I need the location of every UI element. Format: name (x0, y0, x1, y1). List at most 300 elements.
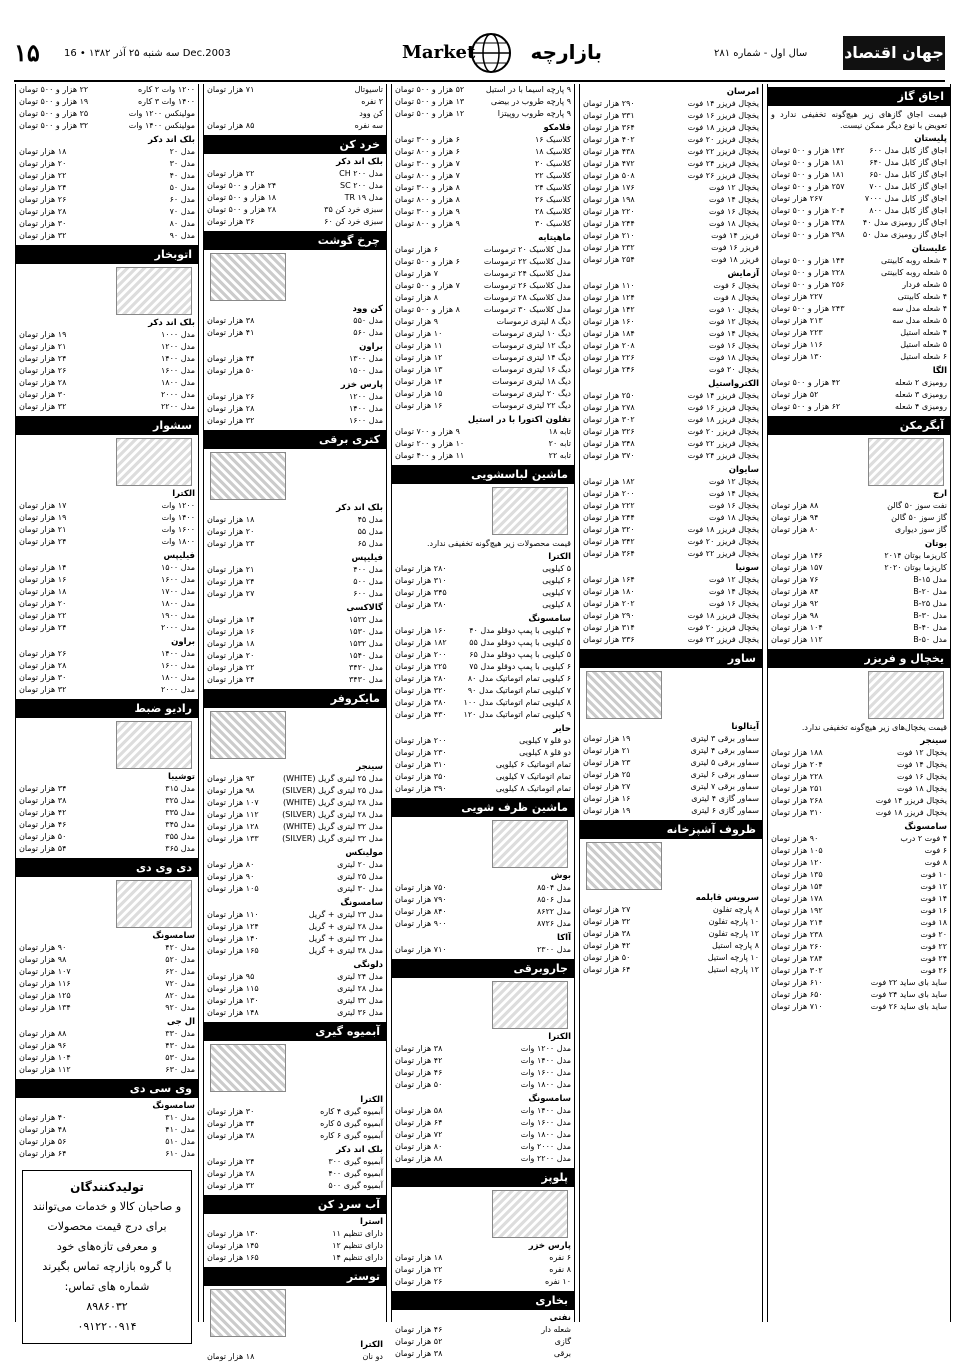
price-row (204, 1168, 386, 1180)
product-price: ۲۰۲ هزار تومان (583, 599, 635, 608)
price-row (768, 157, 950, 169)
brand-heading: الگا (932, 366, 947, 376)
price-row (768, 524, 950, 536)
price-row (16, 990, 198, 1002)
price-row (580, 500, 762, 512)
product-name: یخچال فریزر ۱۶ فوت (687, 111, 759, 120)
product-name: مدل ۲۰ (169, 147, 195, 156)
product-price: ۱۲۵ هزار تومان (19, 991, 71, 1000)
product-price: ۴۲ هزار تومان (395, 1056, 443, 1065)
product-photo (492, 487, 568, 535)
price-row (392, 882, 574, 894)
product-name: مدل CH ۲۰۰ (339, 169, 383, 178)
price-row (16, 795, 198, 807)
brand-heading: سامسونگ (904, 822, 947, 832)
product-price: ۱۱۶ هزار تومان (771, 340, 823, 349)
price-row (580, 512, 762, 524)
product-name: مدل ۲۴ لیتری (337, 972, 383, 981)
ad-line1: تولیدکنندگان (70, 1180, 144, 1194)
product-price: ۲۱ هزار تومان (207, 565, 255, 574)
price-row (392, 194, 574, 206)
product-price: ۸۸ هزار تومان (19, 1029, 67, 1038)
product-price: ۱۴۵ هزار تومان (207, 1241, 259, 1250)
price-row (580, 390, 762, 402)
product-name: ۵ کیلویی با پمپ دوقلو مدل ۵۵ (469, 638, 571, 647)
product-name: اجاق گاز کابل مدل ۶۰۰ (869, 146, 947, 155)
product-name: تابه ۱۸ (548, 427, 571, 436)
product-price: ۲۳۰ هزار تومان (395, 748, 447, 757)
product-price: ۲۲۰ هزار تومان (583, 207, 635, 216)
product-price: ۳۱۴ هزار تومان (583, 623, 635, 632)
column-1 (767, 84, 951, 1322)
price-row (768, 893, 950, 905)
product-name: مدل ۱۹۰۰ (160, 611, 195, 620)
section-heading: اجاق گاز (768, 87, 950, 106)
brand-heading: الکترواستیل (708, 379, 759, 389)
product-name: مدل ۱۴۰۰ وات (520, 1106, 571, 1115)
product-price: ۱۰۷ هزار تومان (19, 967, 71, 976)
product-price: ۲۵۶ هزار و ۵۰۰ تومان (771, 280, 845, 289)
product-name: مدل ۷۲۰ (165, 979, 195, 988)
price-row (204, 415, 386, 427)
price-row (580, 280, 762, 292)
product-price: ۴۳۰ هزار تومان (395, 710, 447, 719)
product-name: مدل ۳۲ لیتری گریل (WHITE) (283, 822, 383, 831)
price-row (580, 488, 762, 500)
product-price: ۲۲۶ هزار تومان (583, 353, 635, 362)
product-name: تابه ۲۰ (548, 439, 571, 448)
price-row (204, 1240, 386, 1252)
product-price: ۵۴ هزار تومان (19, 844, 67, 853)
price-row (768, 857, 950, 869)
product-price: ۳۸ هزار تومان (207, 316, 255, 325)
product-name: سماور برقی ۴ لیتری (690, 746, 759, 755)
product-name: مدل ۱۴۰۰ (160, 354, 195, 363)
product-price: ۳۲ هزار تومان (19, 402, 67, 411)
product-price: ۳۶ هزار تومان (207, 217, 255, 226)
ad-line4: و معرفی تازه‌های خود (56, 1240, 158, 1253)
price-row (768, 217, 950, 229)
product-price: ۱۴ هزار تومان (19, 563, 67, 572)
product-price: ۱۰۵ هزار تومان (771, 846, 823, 855)
product-price: ۷ هزار و ۳۰۰ تومان (395, 159, 460, 168)
price-row (392, 575, 574, 587)
price-row (16, 1002, 198, 1014)
price-row (16, 218, 198, 230)
product-name: مدل ۱۲۰۰ (348, 392, 383, 401)
price-row (16, 353, 198, 365)
product-name: مدل ۱۶۰۰ (160, 366, 195, 375)
price-row (580, 805, 762, 817)
price-row (392, 599, 574, 611)
brand-heading: سامسونگ (528, 1094, 571, 1104)
brand-heading: سرویس قابلمه (695, 893, 759, 903)
product-name: مدل ۲۸ لیتری گریل (SILVER) (282, 810, 383, 819)
product-name: آبمیوه گیری ۴ کاره (320, 1107, 383, 1116)
price-row (768, 795, 950, 807)
product-price: ۳۱۰ هزار تومان (395, 576, 447, 585)
product-name: مدل ۳۵۵ (165, 832, 195, 841)
product-price: ۲۲۲ هزار تومان (583, 501, 635, 510)
product-price: ۲۱ هزار تومان (583, 746, 631, 755)
section-heading: خرد کن (204, 135, 386, 154)
brand-heading: پلیستان (914, 134, 947, 144)
price-row (204, 797, 386, 809)
price-row (16, 783, 198, 795)
product-price: ۱۶۰ هزار تومان (583, 317, 635, 326)
product-name: ۵ شعله استیل (900, 340, 947, 349)
price-row (204, 588, 386, 600)
product-price: ۵۶ هزار تومان (19, 1137, 67, 1146)
price-row (392, 1043, 574, 1055)
product-name: سماور برقی ۷ لیتری (690, 782, 759, 791)
brand-heading: سایوان (728, 465, 759, 475)
product-name: تمام اتوماتیک ۷ کیلویی (495, 772, 571, 781)
brand-heading: پارس خزر (528, 1241, 571, 1251)
product-name: کلاسیک ۲۰ (535, 159, 571, 168)
product-name: مدل ۳۴۵ (165, 820, 195, 829)
product-name: یخچال فریزر ۲۰ فوت (687, 537, 759, 546)
product-price: ۴۳۸ هزار تومان (583, 147, 635, 156)
section-note: قیمت اجاق گازهای زیر هیچ‌گونه تخفیفی ندارد و تعویض با نوع دیگر ممکن نیست. (771, 110, 947, 130)
brand-heading: فیلیپس (163, 551, 195, 561)
product-price: ۲۶۸ هزار تومان (771, 796, 823, 805)
product-name: یخچال فریزر ۲۰ فوت (687, 135, 759, 144)
price-row (204, 871, 386, 883)
product-price: ۷۵۰ هزار تومان (395, 883, 447, 892)
price-row (204, 883, 386, 895)
product-price: ۲۴ هزار تومان (19, 354, 67, 363)
brand-heading: تفلون اکتورا با در استیل (467, 415, 571, 425)
product-name: ۵ شعله مدل سه (892, 316, 947, 325)
product-name: ۲۶ فوت (920, 966, 947, 975)
product-name: مدل ۶۱۰ (165, 1149, 195, 1158)
product-name: مدل ۹۰ (169, 231, 195, 240)
price-row (392, 426, 574, 438)
product-name: یخچال ۱۴ فوت (897, 760, 947, 769)
product-name: سبزی خرد کن ۳۵ (324, 205, 383, 214)
product-name: مدل ۶۵ (357, 539, 383, 548)
product-price: ۱۱۶ هزار تومان (19, 979, 71, 988)
price-row (16, 831, 198, 843)
product-price: ۱۸۱ هزار و ۵۰۰ تومان (771, 158, 845, 167)
product-name: مدل ۶۲۰ (165, 967, 195, 976)
price-row (768, 351, 950, 363)
price-row (580, 230, 762, 242)
product-price: ۱۵۷ هزار تومان (771, 563, 823, 572)
product-price: ۲۴۳ هزار و ۵۰۰ تومان (771, 304, 845, 313)
price-row (392, 771, 574, 783)
product-price: ۴۶ هزار تومان (395, 1068, 443, 1077)
section-heading: توستر (204, 1267, 386, 1286)
product-price: ۹ هزار تومان (395, 317, 439, 326)
price-row (580, 610, 762, 622)
price-row (204, 1252, 386, 1264)
product-price: ۱۰۴ هزار تومان (19, 1053, 71, 1062)
product-name: ۹ کیلویی تمام اتوماتیک مدل ۱۲۰ (463, 710, 571, 719)
price-row (580, 781, 762, 793)
product-price: ۱۹ هزار و ۵۰۰ تومان (19, 97, 89, 106)
price-row (580, 622, 762, 634)
price-row (392, 84, 574, 96)
product-price: ۳۲۰ هزار تومان (583, 525, 635, 534)
product-price: ۲۰ هزار تومان (19, 599, 67, 608)
price-row (392, 400, 574, 412)
product-name: نفت سوز ۵۰ گالن (887, 501, 947, 510)
product-name: مدل ۶۰ (169, 195, 195, 204)
price-row (16, 1148, 198, 1160)
page-header (14, 30, 945, 82)
product-name: مدل B-۱۵ (913, 575, 947, 584)
price-row (204, 1106, 386, 1118)
product-price: ۲۴۸ هزار و ۵۰۰ تومان (771, 218, 845, 227)
product-price: ۱۶۴ هزار تومان (583, 575, 635, 584)
price-row (392, 388, 574, 400)
product-name: ۱۸ فوت (920, 918, 947, 927)
price-row (16, 966, 198, 978)
product-price: ۳۲ هزار و ۵۰۰ تومان (19, 121, 89, 130)
product-name: مدل ۳۱۵ (165, 784, 195, 793)
product-price: ۹۶ هزار تومان (19, 1041, 67, 1050)
price-row (16, 622, 198, 634)
product-name: مدل ۲۸ لیتری گریل (WHITE) (283, 798, 383, 807)
price-row (768, 953, 950, 965)
price-row (768, 205, 950, 217)
product-price: ۲۱۴ هزار تومان (771, 918, 823, 927)
price-row (580, 964, 762, 976)
price-row (204, 971, 386, 983)
product-price: ۳۰ هزار تومان (19, 673, 67, 682)
product-name: مدل ۲۰۰۰ (160, 623, 195, 632)
brand-heading: براون (359, 342, 383, 352)
product-name: مدل ۳۳۵ (165, 808, 195, 817)
product-photo (868, 671, 944, 719)
price-row (16, 672, 198, 684)
product-name: مدل ۱۶۰۰ (160, 575, 195, 584)
product-name: ۹ پارچه طروب در بیضی (490, 97, 571, 106)
product-name: یخچال ۱۴ فوت (709, 329, 759, 338)
product-price: ۱۵ هزار تومان (395, 389, 443, 398)
price-row (204, 821, 386, 833)
product-name: مدل TR ۱۹ (344, 193, 383, 202)
product-photo (210, 452, 286, 500)
section-heading: ماشین ظرف شویی (392, 798, 574, 817)
price-row (768, 327, 950, 339)
product-price: ۲۴ هزار تومان (19, 183, 67, 192)
product-name: ۲۰ فوت (920, 930, 947, 939)
product-name: ۱۰ پارچه استیل (707, 953, 759, 962)
product-price: ۹۸ هزار تومان (207, 786, 255, 795)
product-name: دارای تنظیم ۱۱ (332, 1229, 383, 1238)
product-photo (116, 438, 192, 486)
product-price: ۳۲ هزار تومان (207, 416, 255, 425)
product-name: یخچال فریزر ۲۲ فوت (687, 439, 759, 448)
product-name: ۱۸۰۰ وات (161, 537, 195, 546)
product-price: ۱۸ هزار تومان (19, 587, 67, 596)
product-photo (492, 820, 568, 868)
product-price: ۶ هزار و ۳۰۰ تومان (395, 135, 460, 144)
column-2 (579, 84, 763, 1322)
product-name: مدل ۱۲۰۰ (160, 342, 195, 351)
brand-heading: ماهیتابه (538, 233, 571, 243)
product-name: ۱۲۰۰ وات (161, 501, 195, 510)
price-row (580, 352, 762, 364)
brand-heading: بلک اند دکر (148, 318, 195, 328)
product-price: ۸ هزار و ۸۰۰ تومان (395, 195, 460, 204)
product-price: ۲۷۸ هزار تومان (583, 403, 635, 412)
price-row (16, 206, 198, 218)
product-price: ۲۲۸ هزار و ۵۰۰ تومان (771, 268, 845, 277)
product-name: مدل ۱۲۰۰ وات (520, 1044, 571, 1053)
product-price: ۲۶ هزار تومان (19, 366, 67, 375)
section-heading: ماشین لباسشویی (392, 465, 574, 484)
price-row (768, 562, 950, 574)
product-name: فریزر ۱۸ فوت (711, 255, 759, 264)
price-row (392, 376, 574, 388)
price-row (16, 500, 198, 512)
brand-heading: بلک اند دکر (336, 503, 383, 513)
ad-line2: و صاحبان کالا و خدمات می‌توانند (32, 1200, 182, 1213)
brand-heading: کن وود (352, 304, 383, 314)
product-name: یخچال ۱۸ فوت (709, 353, 759, 362)
product-price: ۱۶ هزار تومان (395, 401, 443, 410)
price-row (580, 146, 762, 158)
product-price: ۱۱۲ هزار تومان (19, 1065, 71, 1074)
product-price: ۱۱ هزار تومان (395, 341, 443, 350)
price-row (16, 586, 198, 598)
product-price: ۱۸۲ هزار تومان (583, 477, 635, 486)
price-row (16, 341, 198, 353)
ad-contact-label: شماره های تماس: (64, 1280, 150, 1293)
product-name: مدل ۳۴۳۰ (348, 675, 383, 684)
product-name: یخچال فریزر ۲۲ فوت (687, 635, 759, 644)
product-price: ۲۴ هزار و ۵۰۰ تومان (207, 181, 277, 190)
price-row (392, 1129, 574, 1141)
section-note: قیمت یخچال‌های زیر هیچ‌گونه تخفیفی ندارد. (801, 723, 947, 732)
price-row (392, 256, 574, 268)
product-price: ۶۴ هزار تومان (395, 1118, 443, 1127)
product-name: یخچال فریزر ۱۶ فوت (687, 403, 759, 412)
section-heading: چرخ گوشت (204, 231, 386, 250)
price-row (392, 906, 574, 918)
product-name: مدل ۱۸۰۰ (160, 599, 195, 608)
product-price: ۲۱۳ هزار تومان (771, 316, 823, 325)
brand-heading: ال جی (167, 1017, 195, 1027)
price-row (204, 84, 386, 96)
price-row (768, 771, 950, 783)
section-heading: اتوبخار (16, 245, 198, 264)
product-price: ۱۷۸ هزار تومان (771, 894, 823, 903)
price-row (16, 401, 198, 413)
price-row (392, 182, 574, 194)
price-row (768, 512, 950, 524)
product-name: رومیزی ۳ شعله (895, 390, 947, 399)
product-name: اجاق گاز کابل مدل ۶۵۰ (869, 170, 947, 179)
product-price: ۲۲ هزار تومان (19, 171, 67, 180)
price-row (392, 1252, 574, 1264)
product-price: ۲۵۴ هزار تومان (583, 255, 635, 264)
product-name: دیگ ۱۲ لیتری ترموسات (492, 341, 571, 350)
price-row (768, 783, 950, 795)
product-price: ۲۲ هزار تومان (395, 1265, 443, 1274)
price-row (16, 170, 198, 182)
product-price: ۲۷ هزار تومان (583, 905, 631, 914)
price-row (16, 807, 198, 819)
product-name: یخچال ۱۶ فوت (709, 599, 759, 608)
product-name: مولینکس ۱۲۰۰ وات (128, 109, 195, 118)
product-name: مدل B-۲۵ (913, 599, 947, 608)
product-price: ۹۵ هزار تومان (207, 972, 255, 981)
product-name: ۱۶۰۰ وات (161, 525, 195, 534)
product-price: ۱۸ هزار تومان (207, 515, 255, 524)
section-heading: مایکروفر (204, 689, 386, 708)
product-name: ۵ کیلویی با پمپ دوقلو مدل ۶۵ (469, 650, 571, 659)
product-price: ۹۴ هزار تومان (771, 513, 819, 522)
product-name: مدل ۲۰۰۰ (160, 685, 195, 694)
product-name: مدل ۳۴۲۰ (348, 663, 383, 672)
product-price: ۲۶۰ هزار تومان (771, 942, 823, 951)
product-name: یخچال فریزر ۱۸ فوت (687, 123, 759, 132)
product-price: ۲۳۲ هزار تومان (583, 243, 635, 252)
product-price: ۳۴۵ هزار تومان (395, 588, 447, 597)
issue-number: سال اول - شماره ۲۸۱ (714, 48, 808, 59)
price-row (16, 84, 198, 96)
price-row (204, 365, 386, 377)
product-price: ۲۷ هزار تومان (583, 782, 631, 791)
product-name: یخچال ۶ فوت (713, 281, 759, 290)
product-price: ۹ هزار و ۸۰۰ تومان (395, 219, 460, 228)
product-price: ۱۸۲ هزار تومان (395, 638, 447, 647)
product-name: کلاسیک ۳۰ (535, 219, 571, 228)
price-row (580, 916, 762, 928)
price-row (204, 192, 386, 204)
product-price: ۴۰۲ هزار تومان (583, 135, 635, 144)
brand-heading: سامسونگ (528, 614, 571, 624)
product-name: ساید بای ساید ۲۲ فوت (870, 978, 947, 987)
product-name: ۶ نفره (549, 1253, 571, 1262)
product-name: ۲ نفره (361, 97, 383, 106)
product-photo (492, 1190, 568, 1238)
price-row (16, 1064, 198, 1076)
product-name: یخچال فریزر ۲۲ فوت (687, 147, 759, 156)
price-row (768, 389, 950, 401)
product-price: ۲۶ هزار تومان (395, 1277, 443, 1286)
product-name: ۶ فوت (924, 846, 947, 855)
product-name: مدل ۲۵ لیتری (337, 872, 383, 881)
product-price: ۷ هزار و ۵۰۰ تومان (395, 281, 460, 290)
price-row (16, 610, 198, 622)
product-name: یخچال ۱۲ فوت (897, 748, 947, 757)
product-price: ۲۰۰ هزار تومان (395, 736, 447, 745)
price-row (204, 168, 386, 180)
price-row (580, 182, 762, 194)
product-price: ۷ هزار و ۸۰۰ تومان (395, 171, 460, 180)
price-row (392, 170, 574, 182)
product-price: ۱۸۸ هزار تومان (771, 748, 823, 757)
price-row (392, 340, 574, 352)
product-name: کلاسیک ۲۲ (535, 171, 571, 180)
product-price: ۳۰۲ هزار تومان (771, 966, 823, 975)
price-row (204, 1180, 386, 1192)
product-price: ۳۱۰ هزار تومان (771, 808, 823, 817)
product-price: ۲۴ هزار تومان (19, 623, 67, 632)
product-price: ۱۳ هزار و ۵۰۰ تومان (395, 97, 465, 106)
price-row (392, 1055, 574, 1067)
price-row (204, 626, 386, 638)
price-row (204, 1007, 386, 1019)
product-name: مدل ۴۰ (169, 171, 195, 180)
page-number: ۱۵ (14, 38, 40, 67)
